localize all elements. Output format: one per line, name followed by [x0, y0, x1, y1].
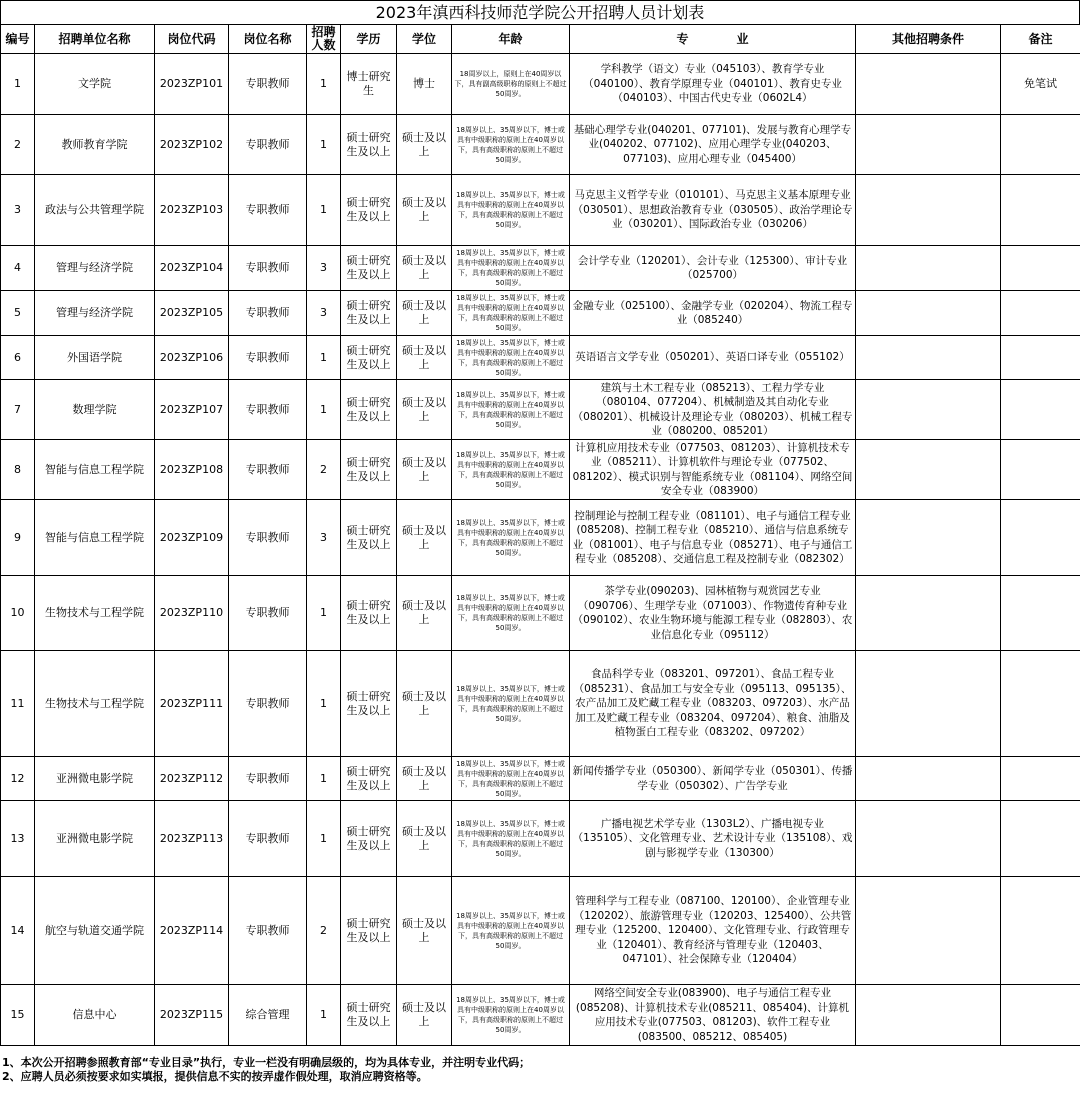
cell-post-name: 专职教师	[229, 500, 307, 576]
cell-degree: 硕士及以上	[397, 336, 452, 380]
cell-other-conditions	[856, 115, 1001, 175]
cell-post-name: 专职教师	[229, 54, 307, 115]
cell-post-name: 专职教师	[229, 246, 307, 291]
table-row	[1, 246, 1080, 291]
cell-post-code: 2023ZP107	[155, 380, 229, 440]
cell-other-conditions	[856, 54, 1001, 115]
table-row	[1, 757, 1080, 801]
cell-degree: 硕士及以上	[397, 576, 452, 651]
table-row	[1, 291, 1080, 336]
cell-post-name: 专职教师	[229, 291, 307, 336]
cell-age: 18周岁以上、35周岁以下，博士或具有中级职称的原则上在40周岁以下，具有高级职称的原则上不超过50周岁。	[452, 336, 570, 380]
cell-post-code: 2023ZP115	[155, 985, 229, 1046]
cell-unit: 智能与信息工程学院	[35, 440, 155, 500]
cell-count: 3	[307, 500, 341, 576]
footnote-1: 1、本次公开招聘参照教育部“专业目录”执行，专业一栏没有明确层级的，均为具体专业，并注明专业代码；	[2, 1056, 531, 1069]
cell-remark	[1001, 380, 1080, 440]
header-other-conditions: 其他招聘条件	[856, 25, 1001, 54]
cell-degree: 硕士及以上	[397, 440, 452, 500]
cell-post-code: 2023ZP102	[155, 115, 229, 175]
cell-major: 食品科学专业（083201、097201）、食品工程专业（085231）、食品加工与安全专业（095113、095135）、农产品加工及贮藏工程专业（083203、097203）、水产品加工及贮藏工程专业（083204、097204）、粮食、油脂及植物蛋白工程专业（083202、097202）	[570, 651, 856, 757]
header-post: 岗位名称	[229, 25, 307, 54]
cell-education: 硕士研究生及以上	[341, 246, 397, 291]
cell-degree: 硕士及以上	[397, 500, 452, 576]
cell-major: 学科教学（语文）专业（045103）、教育学专业（040100）、教育学原理专业（040101）、教育史专业（040103）、中国古代史专业（0602L4）	[570, 54, 856, 115]
cell-count: 1	[307, 175, 341, 246]
cell-age: 18周岁以上、35周岁以下，博士或具有中级职称的原则上在40周岁以下，具有高级职称的原则上不超过50周岁。	[452, 440, 570, 500]
cell-education: 硕士研究生及以上	[341, 336, 397, 380]
cell-post-code: 2023ZP109	[155, 500, 229, 576]
cell-remark	[1001, 651, 1080, 757]
table-row	[1, 54, 1080, 115]
cell-count: 2	[307, 440, 341, 500]
cell-remark	[1001, 801, 1080, 877]
header-no: 编号	[1, 25, 35, 54]
table-header-row	[1, 25, 1080, 54]
cell-unit: 亚洲微电影学院	[35, 801, 155, 877]
cell-education: 硕士研究生及以上	[341, 291, 397, 336]
cell-other-conditions	[856, 175, 1001, 246]
header-education: 学历	[341, 25, 397, 54]
cell-degree: 博士	[397, 54, 452, 115]
table-row	[1, 877, 1080, 985]
cell-unit: 教师教育学院	[35, 115, 155, 175]
cell-age: 18周岁以上，原则上在40周岁以下，具有副高级职称的原则上不超过50周岁。	[452, 54, 570, 115]
cell-major: 金融专业（025100）、金融学专业（020204）、物流工程专业（085240）	[570, 291, 856, 336]
cell-major: 广播电视艺术学专业（1303L2）、广播电视专业（135105）、文化管理专业、艺术设计专业（135108）、戏剧与影视学专业（130300）	[570, 801, 856, 877]
cell-other-conditions	[856, 985, 1001, 1046]
cell-unit: 数理学院	[35, 380, 155, 440]
header-major: 专 业	[570, 25, 856, 54]
recruitment-table	[0, 24, 1080, 1046]
cell-count: 1	[307, 801, 341, 877]
cell-remark	[1001, 175, 1080, 246]
cell-degree: 硕士及以上	[397, 651, 452, 757]
table-row	[1, 985, 1080, 1046]
cell-age: 18周岁以上、35周岁以下，博士或具有中级职称的原则上在40周岁以下，具有高级职称的原则上不超过50周岁。	[452, 651, 570, 757]
cell-education: 硕士研究生及以上	[341, 576, 397, 651]
cell-other-conditions	[856, 576, 1001, 651]
cell-age: 18周岁以上、35周岁以下，博士或具有中级职称的原则上在40周岁以下，具有高级职称的原则上不超过50周岁。	[452, 246, 570, 291]
cell-major: 控制理论与控制工程专业（081101）、电子与通信工程专业(085208)、控制工程专业（085210）、通信与信息系统专业（081001）、电子与信息专业（085271）、电子与通信工程专业（085208）、交通信息工程及控制专业（082302）	[570, 500, 856, 576]
cell-post-name: 专职教师	[229, 576, 307, 651]
cell-number: 6	[1, 336, 35, 380]
cell-post-name: 专职教师	[229, 440, 307, 500]
cell-other-conditions	[856, 651, 1001, 757]
cell-degree: 硕士及以上	[397, 757, 452, 801]
cell-post-code: 2023ZP104	[155, 246, 229, 291]
cell-age: 18周岁以上、35周岁以下，博士或具有中级职称的原则上在40周岁以下，具有高级职称的原则上不超过50周岁。	[452, 291, 570, 336]
cell-post-code: 2023ZP110	[155, 576, 229, 651]
cell-age: 18周岁以上、35周岁以下，博士或具有中级职称的原则上在40周岁以下，具有高级职称的原则上不超过50周岁。	[452, 175, 570, 246]
table-row	[1, 115, 1080, 175]
cell-count: 1	[307, 336, 341, 380]
cell-age: 18周岁以上、35周岁以下，博士或具有中级职称的原则上在40周岁以下，具有高级职称的原则上不超过50周岁。	[452, 801, 570, 877]
cell-major: 基础心理学专业(040201、077101)、发展与教育心理学专业(040202、077102)、应用心理学专业(040203、077103)、应用心理专业（045400）	[570, 115, 856, 175]
header-code: 岗位代码	[155, 25, 229, 54]
cell-age: 18周岁以上、35周岁以下，博士或具有中级职称的原则上在40周岁以下，具有高级职称的原则上不超过50周岁。	[452, 380, 570, 440]
cell-number: 2	[1, 115, 35, 175]
cell-degree: 硕士及以上	[397, 291, 452, 336]
cell-other-conditions	[856, 801, 1001, 877]
cell-other-conditions	[856, 380, 1001, 440]
cell-count: 1	[307, 380, 341, 440]
cell-number: 13	[1, 801, 35, 877]
cell-unit: 航空与轨道交通学院	[35, 877, 155, 985]
header-unit: 招聘单位名称	[35, 25, 155, 54]
cell-major: 计算机应用技术专业（077503、081203）、计算机技术专业（085211）、计算机软件与理论专业（077502、081202）、模式识别与智能系统专业（081104）、网络空间安全专业（083900）	[570, 440, 856, 500]
table-row	[1, 801, 1080, 877]
cell-number: 4	[1, 246, 35, 291]
cell-unit: 生物技术与工程学院	[35, 576, 155, 651]
header-count: 招聘人数	[307, 25, 341, 54]
cell-major: 会计学专业（120201）、会计专业（125300）、审计专业（025700）	[570, 246, 856, 291]
cell-count: 1	[307, 576, 341, 651]
table-row	[1, 576, 1080, 651]
cell-count: 3	[307, 291, 341, 336]
cell-unit: 管理与经济学院	[35, 246, 155, 291]
cell-age: 18周岁以上、35周岁以下，博士或具有中级职称的原则上在40周岁以下，具有高级职称的原则上不超过50周岁。	[452, 757, 570, 801]
cell-unit: 智能与信息工程学院	[35, 500, 155, 576]
header-age: 年龄	[452, 25, 570, 54]
cell-remark	[1001, 440, 1080, 500]
cell-other-conditions	[856, 291, 1001, 336]
cell-major: 网络空间安全专业(083900)、电子与通信工程专业(085208)、计算机技术专业(085211、085404)、计算机应用技术专业(077503、081203)、软件工程专业(083500、085212、085405)	[570, 985, 856, 1046]
cell-degree: 硕士及以上	[397, 801, 452, 877]
footnote-2: 2、应聘人员必须按要求如实填报，提供信息不实的按弄虚作假处理，取消应聘资格等。	[2, 1070, 428, 1083]
cell-number: 1	[1, 54, 35, 115]
cell-remark	[1001, 985, 1080, 1046]
table-row	[1, 336, 1080, 380]
cell-other-conditions	[856, 877, 1001, 985]
cell-other-conditions	[856, 246, 1001, 291]
cell-count: 1	[307, 757, 341, 801]
cell-degree: 硕士及以上	[397, 246, 452, 291]
cell-count: 1	[307, 651, 341, 757]
cell-education: 硕士研究生及以上	[341, 877, 397, 985]
header-remark: 备注	[1001, 25, 1080, 54]
cell-remark: 免笔试	[1001, 54, 1080, 115]
cell-number: 7	[1, 380, 35, 440]
cell-age: 18周岁以上、35周岁以下，博士或具有中级职称的原则上在40周岁以下，具有高级职称的原则上不超过50周岁。	[452, 576, 570, 651]
cell-number: 9	[1, 500, 35, 576]
cell-number: 15	[1, 985, 35, 1046]
cell-post-code: 2023ZP114	[155, 877, 229, 985]
cell-count: 2	[307, 877, 341, 985]
cell-remark	[1001, 757, 1080, 801]
cell-unit: 外国语学院	[35, 336, 155, 380]
cell-post-code: 2023ZP111	[155, 651, 229, 757]
cell-post-code: 2023ZP103	[155, 175, 229, 246]
cell-number: 5	[1, 291, 35, 336]
cell-post-name: 专职教师	[229, 336, 307, 380]
table-row	[1, 500, 1080, 576]
cell-count: 1	[307, 115, 341, 175]
cell-post-code: 2023ZP106	[155, 336, 229, 380]
cell-education: 硕士研究生及以上	[341, 115, 397, 175]
cell-other-conditions	[856, 757, 1001, 801]
cell-post-name: 专职教师	[229, 380, 307, 440]
cell-age: 18周岁以上、35周岁以下，博士或具有中级职称的原则上在40周岁以下，具有高级职称的原则上不超过50周岁。	[452, 985, 570, 1046]
cell-major: 马克思主义哲学专业（010101）、马克思主义基本原理专业（030501）、思想政治教育专业（030505）、政治学理论专业（030201）、国际政治专业（030206）	[570, 175, 856, 246]
cell-education: 硕士研究生及以上	[341, 651, 397, 757]
cell-education: 硕士研究生及以上	[341, 985, 397, 1046]
cell-post-name: 专职教师	[229, 115, 307, 175]
page-title: 2023年滇西科技师范学院公开招聘人员计划表	[0, 0, 1080, 24]
cell-number: 8	[1, 440, 35, 500]
cell-unit: 政法与公共管理学院	[35, 175, 155, 246]
cell-remark	[1001, 877, 1080, 985]
cell-number: 12	[1, 757, 35, 801]
cell-post-name: 专职教师	[229, 757, 307, 801]
cell-remark	[1001, 115, 1080, 175]
cell-other-conditions	[856, 336, 1001, 380]
cell-post-code: 2023ZP112	[155, 757, 229, 801]
cell-degree: 硕士及以上	[397, 985, 452, 1046]
cell-post-name: 专职教师	[229, 175, 307, 246]
cell-education: 硕士研究生及以上	[341, 500, 397, 576]
cell-education: 硕士研究生及以上	[341, 757, 397, 801]
cell-education: 博士研究生	[341, 54, 397, 115]
cell-age: 18周岁以上、35周岁以下，博士或具有中级职称的原则上在40周岁以下，具有高级职称的原则上不超过50周岁。	[452, 115, 570, 175]
cell-post-name: 综合管理	[229, 985, 307, 1046]
cell-post-name: 专职教师	[229, 877, 307, 985]
cell-major: 建筑与土木工程专业（085213）、工程力学专业（080104、077204）、机械制造及其自动化专业（080201）、机械设计及理论专业（080203）、机械工程专业（080200、085201）	[570, 380, 856, 440]
cell-remark	[1001, 336, 1080, 380]
cell-other-conditions	[856, 500, 1001, 576]
cell-count: 3	[307, 246, 341, 291]
cell-number: 11	[1, 651, 35, 757]
cell-count: 1	[307, 985, 341, 1046]
cell-education: 硕士研究生及以上	[341, 801, 397, 877]
cell-post-name: 专职教师	[229, 651, 307, 757]
cell-unit: 生物技术与工程学院	[35, 651, 155, 757]
cell-remark	[1001, 246, 1080, 291]
cell-number: 14	[1, 877, 35, 985]
cell-post-code: 2023ZP101	[155, 54, 229, 115]
cell-age: 18周岁以上、35周岁以下，博士或具有中级职称的原则上在40周岁以下，具有高级职称的原则上不超过50周岁。	[452, 500, 570, 576]
cell-degree: 硕士及以上	[397, 380, 452, 440]
cell-unit: 文学院	[35, 54, 155, 115]
cell-unit: 亚洲微电影学院	[35, 757, 155, 801]
cell-unit: 管理与经济学院	[35, 291, 155, 336]
cell-post-code: 2023ZP108	[155, 440, 229, 500]
footnotes	[0, 1046, 1080, 1084]
cell-major: 新闻传播学专业（050300）、新闻学专业（050301）、传播学专业（050302）、广告学专业	[570, 757, 856, 801]
cell-education: 硕士研究生及以上	[341, 440, 397, 500]
cell-age: 18周岁以上、35周岁以下，博士或具有中级职称的原则上在40周岁以下，具有高级职称的原则上不超过50周岁。	[452, 877, 570, 985]
cell-major: 英语语言文学专业（050201）、英语口译专业（055102）	[570, 336, 856, 380]
cell-number: 10	[1, 576, 35, 651]
cell-unit: 信息中心	[35, 985, 155, 1046]
cell-remark	[1001, 291, 1080, 336]
cell-major: 茶学专业(090203)、园林植物与观赏园艺专业（090706）、生理学专业（071003）、作物遗传育种专业（090102）、农业生物环境与能源工程专业（082803）、农业信息化专业（095112）	[570, 576, 856, 651]
table-row	[1, 440, 1080, 500]
cell-count: 1	[307, 54, 341, 115]
cell-post-code: 2023ZP113	[155, 801, 229, 877]
cell-major: 管理科学与工程专业（087100、120100）、企业管理专业（120202）、旅游管理专业（120203、125400）、公共管理专业（125200、120400）、文化管理专业、行政管理专业（120401）、教育经济与管理专业（120403、047101）、社会保障专业（120404）	[570, 877, 856, 985]
cell-education: 硕士研究生及以上	[341, 175, 397, 246]
table-row	[1, 175, 1080, 246]
cell-post-name: 专职教师	[229, 801, 307, 877]
cell-number: 3	[1, 175, 35, 246]
cell-education: 硕士研究生及以上	[341, 380, 397, 440]
cell-degree: 硕士及以上	[397, 175, 452, 246]
table-row	[1, 380, 1080, 440]
table-row	[1, 651, 1080, 757]
cell-degree: 硕士及以上	[397, 877, 452, 985]
cell-remark	[1001, 576, 1080, 651]
cell-other-conditions	[856, 440, 1001, 500]
cell-remark	[1001, 500, 1080, 576]
cell-degree: 硕士及以上	[397, 115, 452, 175]
header-degree: 学位	[397, 25, 452, 54]
cell-post-code: 2023ZP105	[155, 291, 229, 336]
